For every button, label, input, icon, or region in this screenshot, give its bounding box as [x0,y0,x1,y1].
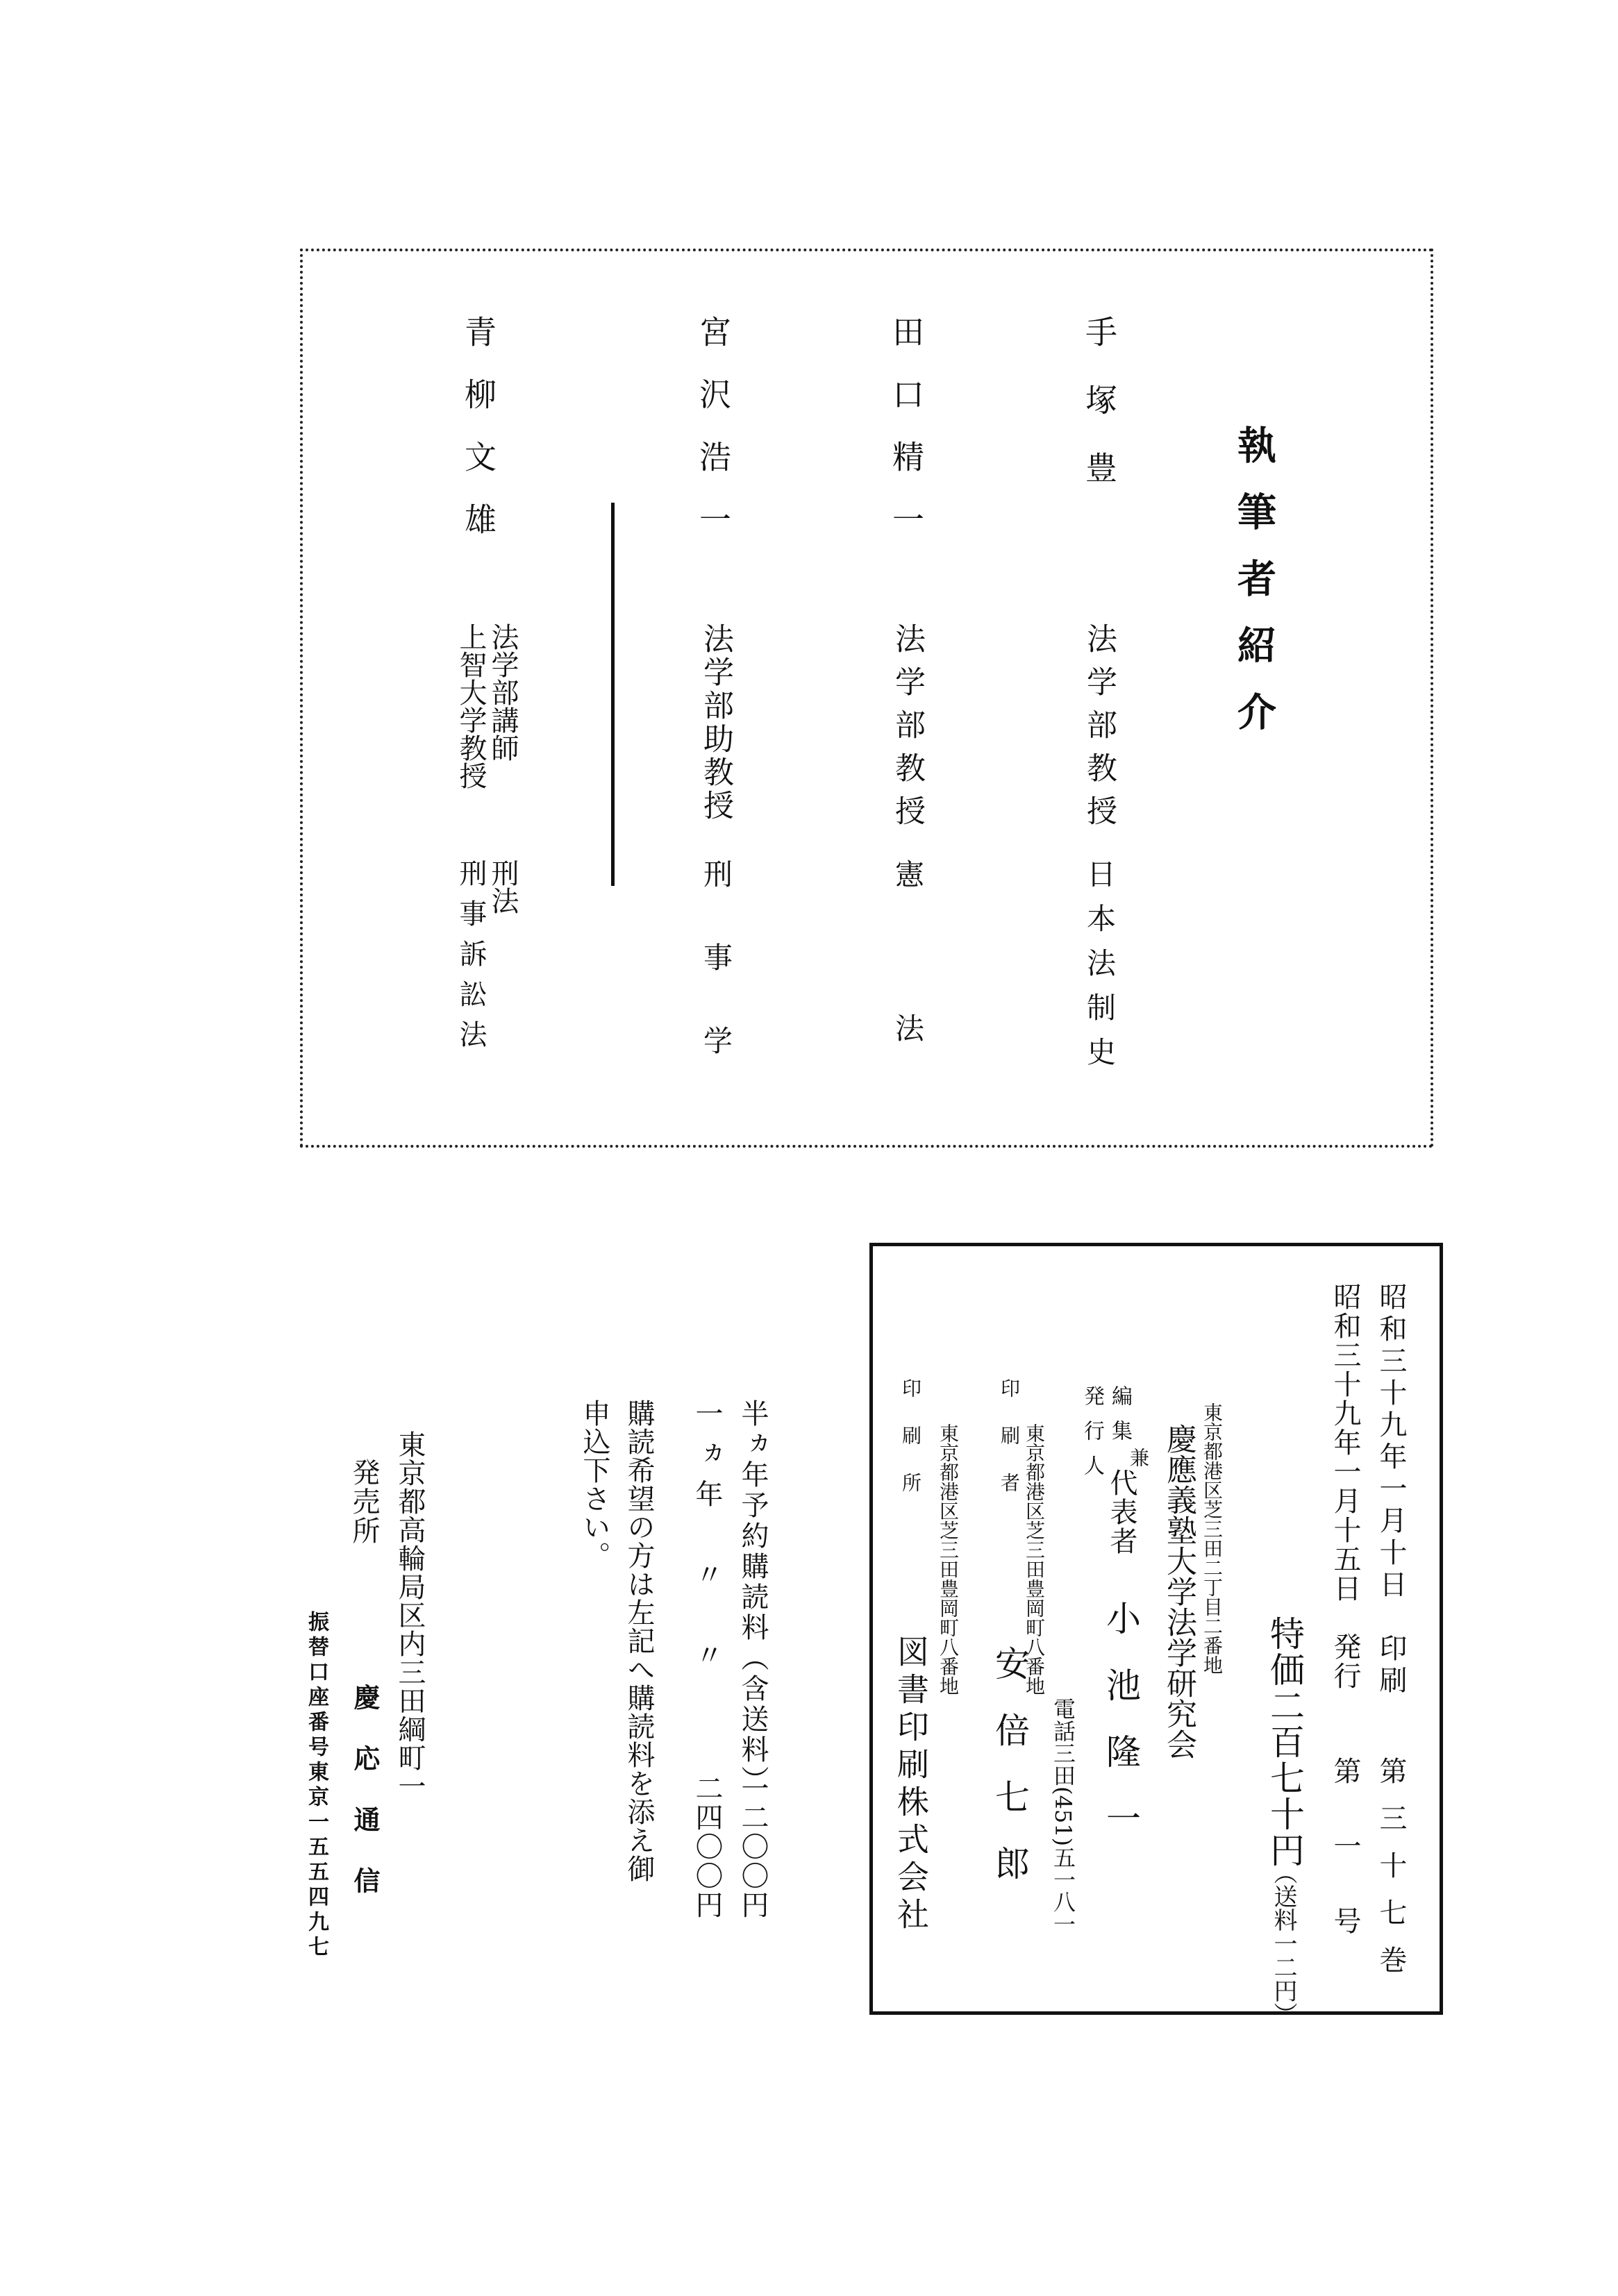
publisher-role: 発行人 [1080,1385,1104,1489]
subscription-one-year-price: 二四〇〇円 [691,1774,723,1920]
printer-name: 安倍七郎 [990,1645,1030,1912]
transfer-account: 振替口座番号東京一五五四九七 [304,1611,328,1961]
seller-address: 東京都高輪局区内三田綱町一 [394,1430,426,1800]
subscription-note: 購読希望の方は左記へ購読料を添え御 [623,1399,655,1883]
contributor-title: 法学部教授 [1081,623,1117,838]
subscription-one-year: 一ヵ年 〃 〃 [691,1399,723,1681]
contributor-name: 宮沢浩一 [694,315,732,565]
seller-name: 慶応通信 [349,1684,381,1928]
seller-label: 発売所 [348,1458,380,1545]
representative-name: 小池隆一 [1101,1600,1141,1867]
print-shop-address: 東京都港区芝三田豊岡町八番地 [937,1423,960,1695]
print-shop-label: 印刷所 [899,1378,922,1520]
contributor-name: 手塚豊 [1081,315,1118,519]
issue-number: 第 一 号 [1329,1757,1361,1944]
print-shop-name: 図書印刷株式会社 [892,1635,930,1935]
contributor-subject: 刑法 [487,859,519,914]
contributor-subject: 日本法制史 [1083,859,1117,1081]
price: 特価二百七十円 [1265,1616,1305,1868]
subscription-note: 申込下さい。 [578,1399,610,1570]
contributor-subject: 刑事訴訟法 [455,859,487,1060]
contributor-name: 青柳文雄 [460,315,497,565]
contributor-subject: 憲法 [891,859,925,1167]
editor-role-and: 兼 [1127,1448,1150,1467]
contributors-box [300,249,1433,1167]
contributor-title: 法学部講師 [487,623,519,762]
contributor-title: 法学部助教授 [698,623,733,823]
contributor-name: 田口精一 [887,315,925,565]
contributor-title: 法学部教授 [890,623,925,838]
contributor-title: 上智大学教授 [455,623,487,789]
contributors-heading: 執筆者紹介 [1231,425,1277,758]
divider-line [611,503,615,886]
colophon-box [869,1243,1443,2026]
org-name: 慶應義塾大学法学研究会 [1161,1423,1196,1759]
phone: 電話三田(451)五一八一 [1050,1698,1076,1936]
issue-date: 昭和三十九年一月十五日 発行 [1329,1282,1361,1691]
representative-label: 代表者 [1106,1468,1137,1556]
editor-role: 編集 [1108,1385,1132,1455]
contributor-subject: 刑事学 [699,859,733,1109]
org-address: 東京都港区芝三田二丁目二番地 [1201,1402,1224,1675]
printer-label: 印刷者 [998,1378,1021,1520]
volume-number: 第三十七巻 [1375,1757,1407,1993]
print-date: 昭和三十九年一月十日 印刷 [1375,1282,1407,1698]
postage: （送料一二円） [1269,1861,1297,2026]
subscription-half-year-price: 一二〇〇円 [737,1774,769,1920]
printer-address: 東京都港区芝三田豊岡町八番地 [1023,1423,1046,1695]
subscription-half-year: 半ヵ年予約購読料（含送料） [737,1399,769,1796]
